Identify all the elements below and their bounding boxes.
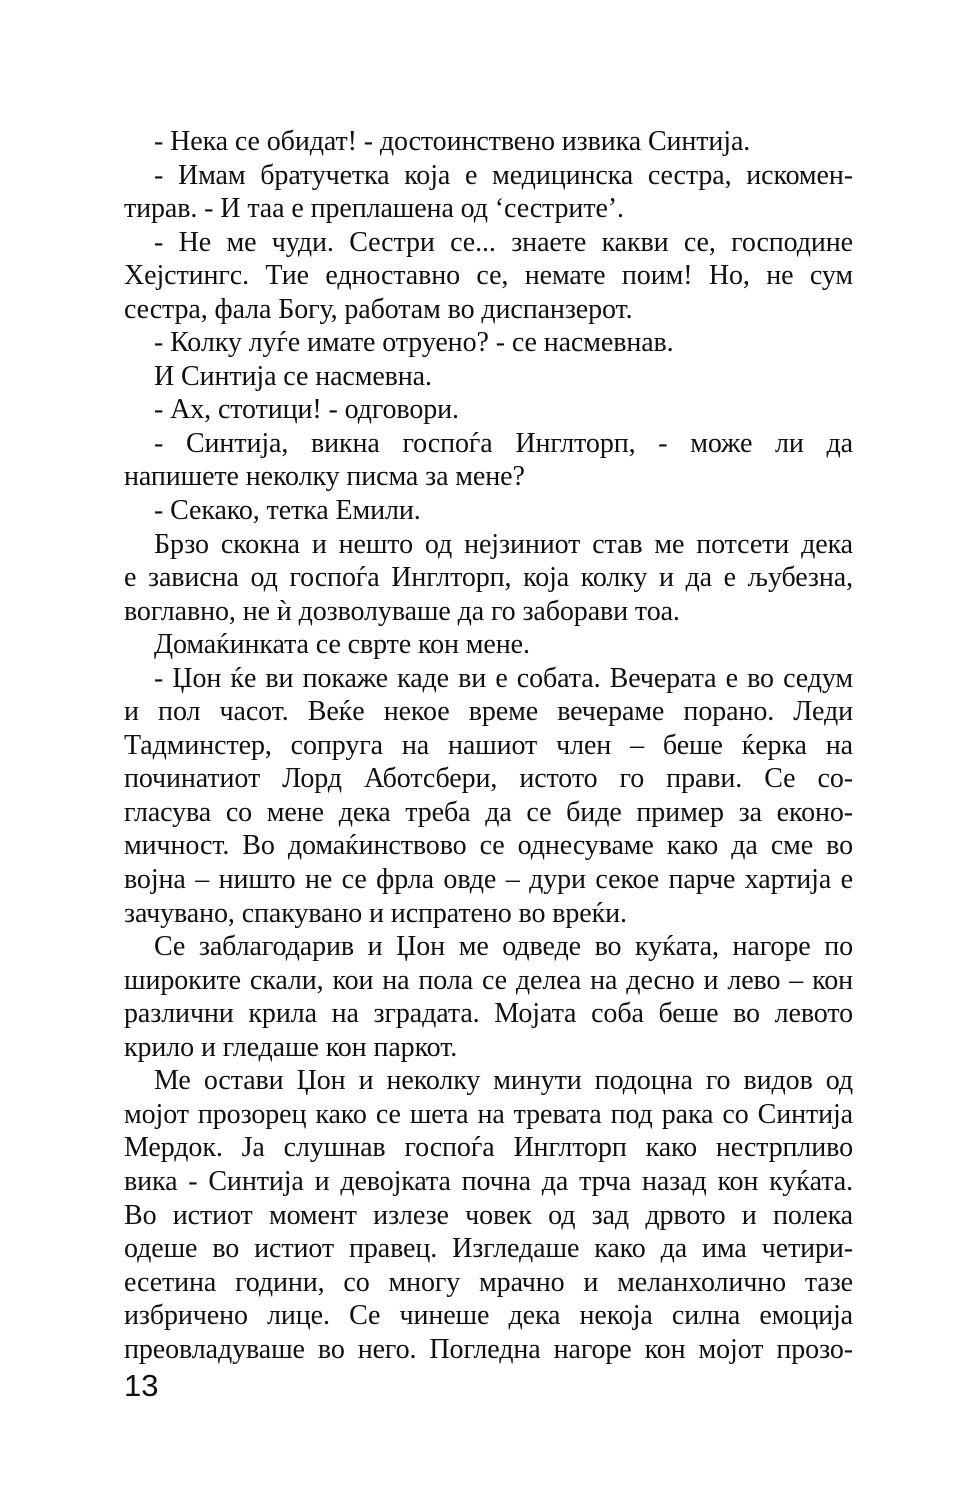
text-line: напишете неколку писма за мене?	[124, 461, 525, 493]
text-line: вика - Синтија и девојката почна да трча назад кон куќата.	[124, 1165, 853, 1197]
text-line: починатиот Лорд Аботсбери, истото го прави. Се со-	[124, 763, 853, 795]
text-line: мојот прозорец како се шета на тревата под рака со Синтија	[124, 1098, 853, 1130]
page-text	[124, 125, 853, 1366]
text-line: - Колку луѓе имате отруено? - се насмевнав.	[154, 327, 674, 359]
page-number: 13	[124, 1368, 159, 1403]
text-line: Домаќинката се сврте кон мене.	[154, 629, 530, 661]
text-line: одеше во истиот правец. Изгледаше како да има четири-	[124, 1233, 853, 1265]
text-line: Се заблагодарив и Џон ме одведе во куќата, нагоре по	[154, 931, 853, 963]
text-line: - Имам братучетка која е медицинска сестра, искомен-	[154, 159, 853, 191]
text-line: - Не ме чуди. Сестри се... знаете какви се, господине	[154, 226, 853, 258]
text-line: Хејстингс. Тие едноставно се, немате поим! Но, не сум	[124, 260, 853, 292]
text-line: И Синтија се насмевна.	[154, 360, 432, 392]
text-line: тирав. - И таа е преплашена од ‘сестрите’.	[124, 193, 624, 225]
text-line: - Секако, тетка Емили.	[154, 495, 421, 527]
text-line: војна – ништо не се фрла овде – дури секое парче хартија е	[124, 864, 853, 896]
text-line: различни крила на зградата. Мојата соба беше во левото	[124, 998, 853, 1030]
text-line: - Ах, стотици! - одговори.	[154, 394, 459, 426]
text-line: зачувано, спакувано и испратено во вреќи.	[124, 897, 627, 929]
text-line: широките скали, кои на пола се делеа на десно и лево – кон	[124, 964, 853, 996]
text-line: - Нека се обидат! - достоинствено извика Синтија.	[154, 126, 751, 157]
text-line: - Џон ќе ви покаже каде ви е собата. Вечерата е во седум	[154, 662, 853, 694]
text-line: е зависна од госпоѓа Инглторп, која колку и да е љубезна,	[124, 562, 853, 594]
text-line: преовладуваше во него. Погледна нагоре кон мојот прозо-	[124, 1333, 853, 1365]
text-line: есетина години, со многу мрачно и меланхолично тазе	[124, 1266, 853, 1298]
text-line: Мердок. Ја слушнав госпоѓа Инглторп како нестрпливо	[124, 1132, 853, 1164]
text-line: Тадминстер, сопруга на нашиот член – беше ќерка на	[124, 729, 853, 761]
text-line: и пол часот. Веќе некое време вечераме порано. Леди	[124, 696, 853, 728]
text-line: избричено лице. Се чинеше дека некоја силна емоција	[124, 1300, 853, 1332]
text-line: крило и гледаше кон паркот.	[124, 1031, 458, 1063]
text-line: - Синтија, викна госпоѓа Инглторп, - може ли да	[154, 427, 853, 459]
text-line: мичност. Во домаќинствово се однесуваме како да сме во	[124, 830, 853, 862]
text-line: Ме остави Џон и неколку минути подоцна го видов од	[154, 1065, 853, 1097]
text-line: Во истиот момент излезе човек од зад дрвото и полека	[124, 1199, 853, 1231]
text-line: сестра, фала Богу, работам во диспанзерот.	[124, 293, 633, 325]
text-line: Брзо скокна и нешто од нејзиниот став ме потсети дека	[154, 528, 853, 560]
text-line: воглавно, не ѝ дозволуваше да го заборави тоа.	[124, 595, 680, 627]
text-line: гласува со мене дека треба да се биде пример за еконо-	[124, 796, 853, 828]
